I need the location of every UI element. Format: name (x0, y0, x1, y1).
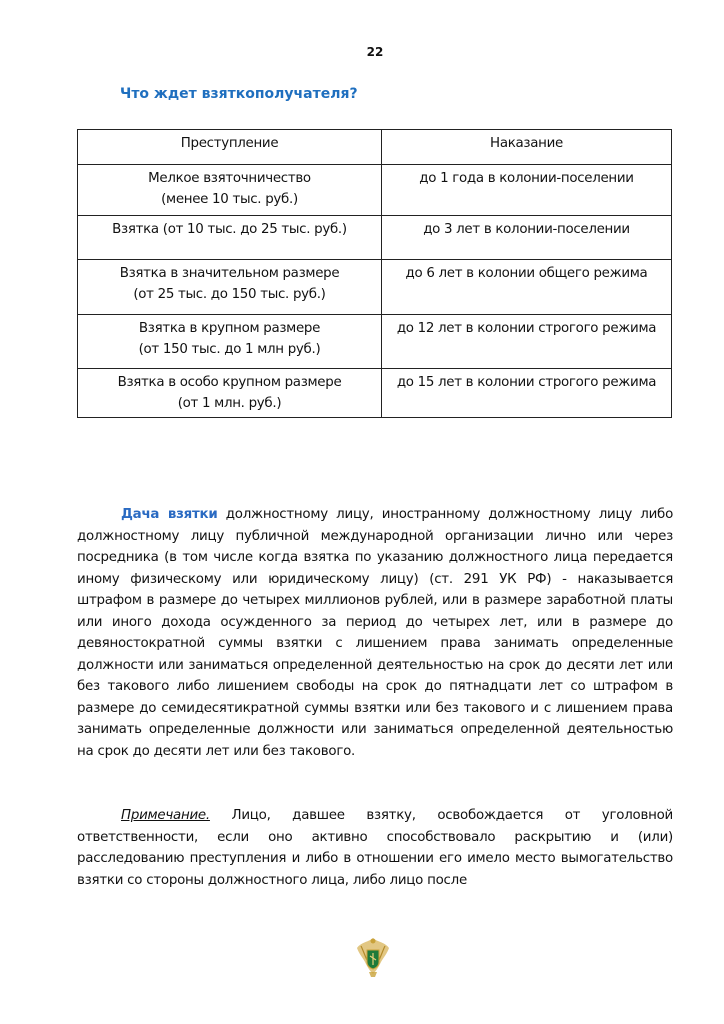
crime-cell (78, 216, 382, 260)
page-number: 22 (366, 45, 384, 59)
table-row (78, 260, 672, 315)
crime-title: Мелкое взяточничество (148, 171, 311, 186)
crime-cell (78, 315, 382, 369)
paragraph-bribe-giving (77, 504, 673, 762)
crime-amount: (от 150 тыс. до 1 млн руб.) (138, 342, 321, 357)
paragraph-note (77, 805, 673, 891)
punishment-table (77, 129, 672, 418)
crime-amount: (от 25 тыс. до 150 тыс. руб.) (133, 287, 326, 302)
punishment-cell: до 12 лет в колонии строгого режима (382, 315, 672, 369)
table-header-row (78, 130, 672, 165)
table-row (78, 165, 672, 216)
column-header-crime: Преступление (78, 130, 382, 165)
punishment-cell: до 1 года в колонии-поселении (382, 165, 672, 216)
prosecutor-emblem-icon (355, 934, 391, 980)
crime-cell (78, 369, 382, 418)
note-body: Лицо, давшее взятку, освобождается от уголовной ответственности, если оно активно способствовало раскрытию и (или) расследованию преступления и либо в отношении его имело место вымогательство взятки со стороны должностного лица, либо лицо после (77, 808, 673, 888)
section-heading: Что ждет взяткополучателя? (120, 86, 358, 102)
table-row (78, 369, 672, 418)
paragraph-body: должностному лицу, иностранному должностному лицу либо должностному лицу публичной международной организации лично или через посредника (в том числе когда взятка по указанию должностного лица передается иному физическому или юридическому лицу) (ст. 291 УК РФ) - наказывается штрафом в размере до четырех миллионов рублей, или в размере заработной платы или иного дохода осужденного за период до четырех лет, или в размере до девяностократной суммы взятки с лишением права занимать определенные должности или заниматься определенной деятельностью на срок до десяти лет или без такового либо лишением свободы на срок до пятнадцати лет со штрафом в размере до семидесятикратной суммы взятки или без такового и с лишением права занимать определенные должности или заниматься определенной деятельностью на срок до десяти лет или без такового. (77, 507, 674, 759)
crime-title: Взятка в особо крупном размере (117, 375, 342, 390)
note-label: Примечание. (121, 808, 210, 823)
crime-title: Взятка (от 10 тыс. до 25 тыс. руб.) (112, 222, 347, 237)
crime-amount: (от 1 млн. руб.) (177, 396, 282, 411)
table-row (78, 216, 672, 260)
paragraph-lead-term: Дача взятки (121, 507, 218, 522)
crime-title: Взятка в значительном размере (119, 266, 340, 281)
punishment-cell: до 6 лет в колонии общего режима (382, 260, 672, 315)
crime-amount: (менее 10 тыс. руб.) (161, 192, 298, 207)
punishment-cell: до 15 лет в колонии строгого режима (382, 369, 672, 418)
crime-cell (78, 260, 382, 315)
crime-title: Взятка в крупном размере (138, 321, 321, 336)
punishment-cell: до 3 лет в колонии-поселении (382, 216, 672, 260)
table-row (78, 315, 672, 369)
column-header-punishment: Наказание (382, 130, 672, 165)
crime-cell (78, 165, 382, 216)
